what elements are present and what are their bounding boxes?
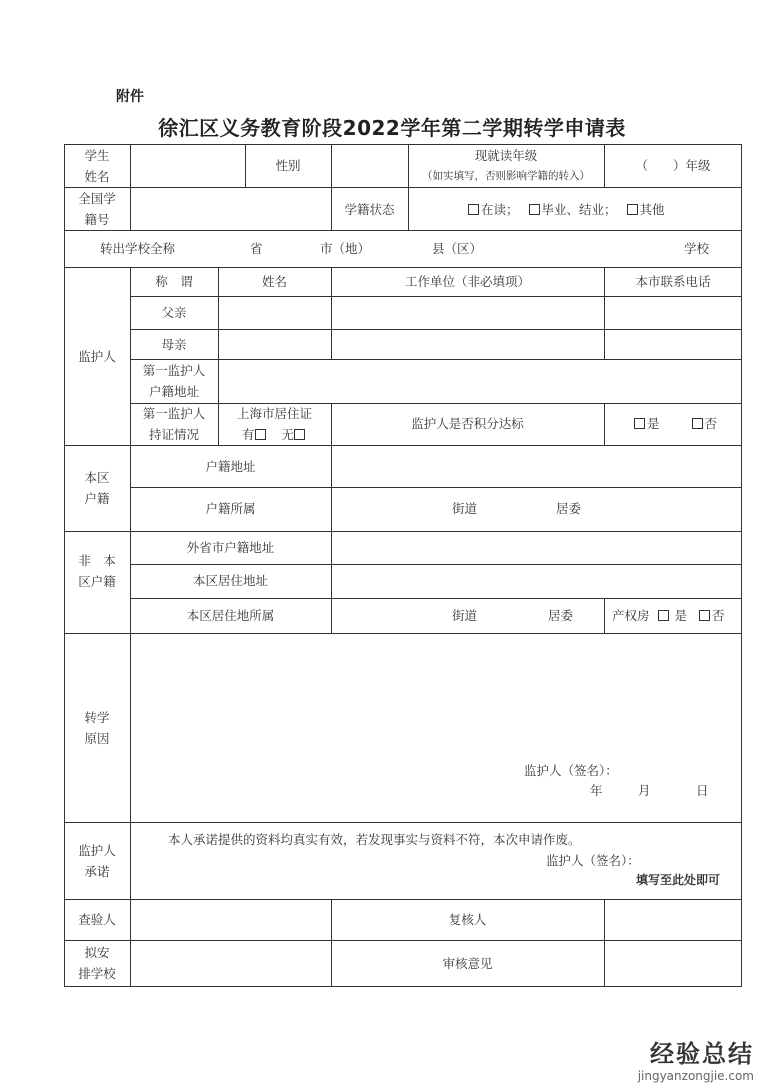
row-line — [64, 940, 742, 941]
col-line — [604, 899, 605, 986]
points-no-checkbox[interactable] — [692, 418, 703, 429]
reason-year-label: 年 — [590, 783, 603, 798]
reason-month-label: 月 — [638, 783, 651, 798]
reason-signature-label: 监护人（签名）： — [524, 763, 618, 778]
permit-no-checkbox[interactable] — [294, 429, 305, 440]
status-label: 学籍状态 — [344, 202, 395, 217]
table-border-bottom — [64, 986, 742, 987]
planned-school-label: 拟安 排学校 — [78, 945, 116, 981]
promise-signature-label: 监护人（签名）： — [546, 853, 640, 868]
current-grade-label: 现就读年级 （如实填写，否则影响学籍的转入） — [422, 148, 590, 182]
student-name-field[interactable] — [131, 145, 244, 186]
row-line — [130, 359, 742, 360]
status-enrolled-checkbox[interactable] — [468, 204, 479, 215]
residence-permit: 上海市居住证 有 无 — [236, 406, 312, 442]
transfer-reason-label: 转学 原因 — [84, 710, 110, 746]
row-line — [130, 564, 742, 565]
row-line — [64, 899, 742, 900]
row-line — [130, 329, 742, 330]
property-yes-checkbox[interactable] — [658, 610, 669, 621]
status-other-checkbox[interactable] — [627, 204, 638, 215]
review-opinion-label: 审核意见 — [442, 956, 493, 971]
col-line — [604, 403, 605, 445]
local-street-label: 街道 — [452, 501, 478, 516]
row-line — [64, 633, 742, 634]
school-label: 学校 — [684, 241, 710, 256]
nonlocal-street-label: 街道 — [452, 608, 478, 623]
nonlocal-household-label: 非 本 区户籍 — [78, 553, 116, 589]
student-id-label: 全国学 籍号 — [78, 191, 116, 227]
points-yes-checkbox[interactable] — [634, 418, 645, 429]
page-title: 徐汇区义务教育阶段2022学年第二学期转学申请表 — [158, 116, 626, 140]
nonlocal-committee-label: 居委 — [548, 608, 574, 623]
property-options: 产权房 是 否 — [612, 608, 725, 623]
student-name-label: 学生 姓名 — [84, 148, 110, 184]
property-no-checkbox[interactable] — [699, 610, 710, 621]
local-address-label: 户籍地址 — [205, 459, 256, 474]
col-line — [604, 598, 605, 633]
student-id-field[interactable] — [131, 188, 330, 229]
city-label: 市（地） — [320, 241, 371, 256]
points-options: 是 否 — [634, 413, 717, 434]
col-phone-header: 本市联系电话 — [635, 274, 711, 289]
row-line — [64, 531, 742, 532]
province-label: 省 — [250, 241, 263, 256]
district-residence-address-label: 本区居住地址 — [192, 573, 268, 588]
guardian-section-label: 监护人 — [78, 349, 116, 364]
local-household-label: 本区 户籍 — [84, 470, 110, 506]
reason-day-label: 日 — [696, 783, 709, 798]
grade-field[interactable]: （ ）年级 — [635, 158, 711, 173]
status-options: 在读； 毕业、结业； 其他 — [468, 199, 665, 220]
points-label: 监护人是否积分达标 — [411, 416, 524, 431]
row-line — [64, 230, 742, 231]
row-line — [130, 598, 742, 599]
local-belong-label: 户籍所属 — [205, 501, 256, 516]
attachment-label: 附件 — [116, 89, 144, 105]
application-form — [64, 144, 742, 986]
col-title-header: 称 谓 — [155, 274, 193, 289]
row-line — [64, 267, 742, 268]
guardian-address-label: 第一监护人 户籍地址 — [142, 363, 206, 399]
promise-label: 监护人 承诺 — [78, 843, 116, 879]
status-graduated-checkbox[interactable] — [529, 204, 540, 215]
mother-label: 母亲 — [161, 337, 187, 352]
col-name-header: 姓名 — [261, 274, 287, 289]
permit-yes-checkbox[interactable] — [255, 429, 266, 440]
school-name-label: 转出学校全称 — [100, 241, 176, 256]
transfer-reason-field[interactable] — [132, 636, 732, 756]
other-province-address-label: 外省市户籍地址 — [186, 540, 275, 555]
fill-here-note: 填写至此处即可 — [636, 873, 721, 887]
district-residence-belong-label: 本区居住地所属 — [186, 608, 275, 623]
promise-text: 本人承诺提供的资料均真实有效，若发现事实与资料不符，本次申请作废。 — [168, 832, 581, 847]
row-line — [64, 822, 742, 823]
guardian-cert-label: 第一监护人 持证情况 — [142, 406, 206, 442]
row-line — [64, 445, 742, 446]
reviewer-label: 复核人 — [448, 912, 487, 927]
gender-label: 性别 — [275, 158, 301, 173]
county-label: 县（区） — [432, 241, 483, 256]
row-line — [130, 487, 742, 488]
row-line — [130, 296, 742, 297]
checker-label: 查验人 — [78, 912, 116, 927]
father-label: 父亲 — [161, 305, 187, 320]
gender-field[interactable] — [332, 145, 407, 186]
col-line — [331, 445, 332, 633]
watermark: 经验总结 jingyanzongjie.com — [637, 1040, 754, 1083]
local-committee-label: 居委 — [556, 501, 582, 516]
col-work-header: 工作单位（非必填项） — [404, 274, 530, 289]
